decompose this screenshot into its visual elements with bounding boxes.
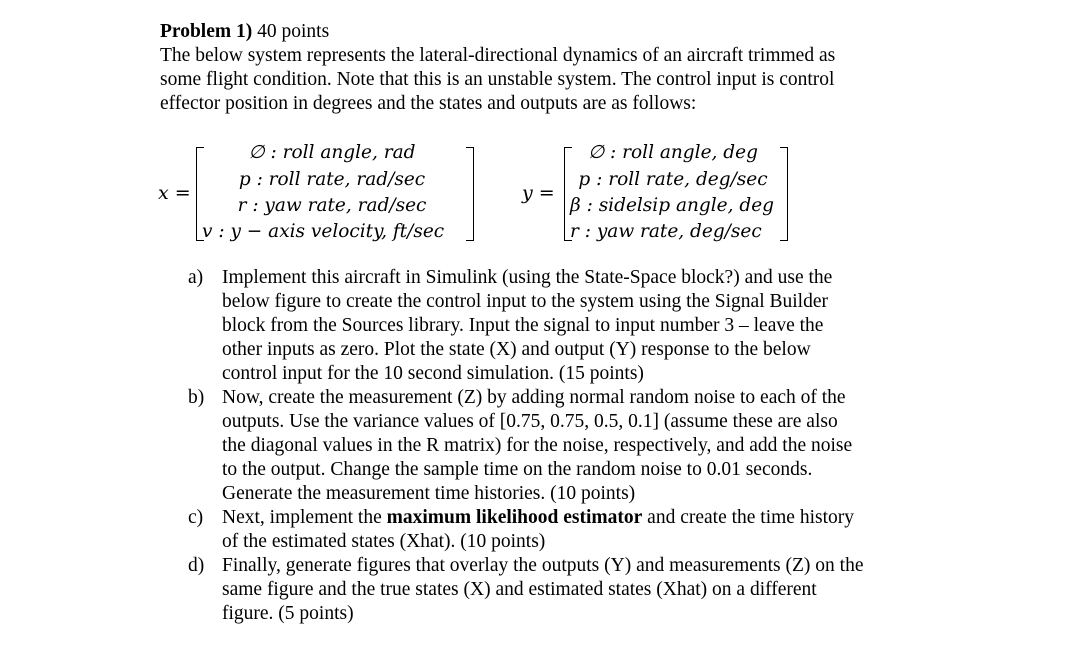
problem-intro: [160, 20, 920, 116]
output-row-sideslip-angle: β : sidelsip angle, deg: [570, 195, 774, 216]
output-vector-label: y =: [522, 182, 555, 204]
task-line: Finally, generate figures that overlay the outputs (Y) and measurements (Z) on the: [222, 555, 864, 576]
intro-line: some flight condition. Note that this is an unstable system. The control input is control: [160, 69, 835, 90]
task-item-a: [188, 266, 948, 386]
state-row-yaw-rate: r : yaw rate, rad/sec: [237, 195, 427, 216]
task-line: the diagonal values in the R matrix) for the noise, respectively, and add the noise: [222, 435, 853, 456]
output-row-roll-angle: ∅ : roll angle, deg: [588, 142, 758, 163]
task-line: other inputs as zero. Plot the state (X) and output (Y) response to the below: [222, 339, 811, 360]
output-vector-right-bracket: [780, 147, 788, 241]
task-line: Implement this aircraft in Simulink (using the State-Space block?) and use the: [222, 267, 833, 288]
task-item-c: [188, 506, 948, 554]
task-line: outputs. Use the variance values of [0.75, 0.75, 0.5, 0.1] (assume these are also: [222, 411, 838, 432]
mle-emphasis: maximum likelihood estimator: [386, 507, 643, 528]
output-row-yaw-rate: r : yaw rate, deg/sec: [570, 221, 762, 242]
task-list: [188, 266, 948, 626]
output-row-roll-rate: p : roll rate, deg/sec: [578, 169, 768, 190]
task-item-d: [188, 554, 948, 626]
task-line: figure. (5 points): [222, 603, 354, 624]
state-vector-label: x =: [158, 182, 191, 204]
task-line: below figure to create the control input to the system using the Signal Builder: [222, 291, 828, 312]
task-line: control input for the 10 second simulation. (15 points): [222, 363, 644, 384]
task-line: Now, create the measurement (Z) by adding normal random noise to each of the: [222, 387, 846, 408]
intro-line: The below system represents the lateral-directional dynamics of an aircraft trimmed as: [160, 45, 836, 66]
problem-points: 40 points: [252, 21, 330, 42]
task-marker: b): [188, 387, 205, 408]
state-row-roll-rate: p : roll rate, rad/sec: [238, 169, 426, 190]
task-line: Generate the measurement time histories. (10 points): [222, 483, 636, 504]
task-line: of the estimated states (Xhat). (10 points): [222, 531, 546, 552]
state-row-roll-angle: ∅ : roll angle, rad: [248, 142, 416, 163]
task-text: and create the time history: [642, 507, 855, 528]
problem-heading-line: [160, 20, 920, 44]
task-line: same figure and the true states (X) and estimated states (Xhat) on a different: [222, 579, 817, 600]
state-row-y-axis-velocity: v : y − axis velocity, ft/sec: [202, 221, 445, 242]
state-vector-right-bracket: [466, 147, 474, 241]
task-line: [222, 506, 948, 530]
task-marker: a): [188, 267, 204, 288]
task-marker: d): [188, 555, 205, 576]
task-marker: c): [188, 507, 204, 528]
task-item-b: [188, 386, 948, 506]
problem-heading: Problem 1): [160, 21, 253, 42]
intro-line: effector position in degrees and the states and outputs are as follows:: [160, 93, 697, 114]
task-line: to the output. Change the sample time on the random noise to 0.01 seconds.: [222, 459, 813, 480]
task-text: Next, implement the: [222, 507, 387, 528]
task-line: block from the Sources library. Input the signal to input number 3 – leave the: [222, 315, 824, 336]
